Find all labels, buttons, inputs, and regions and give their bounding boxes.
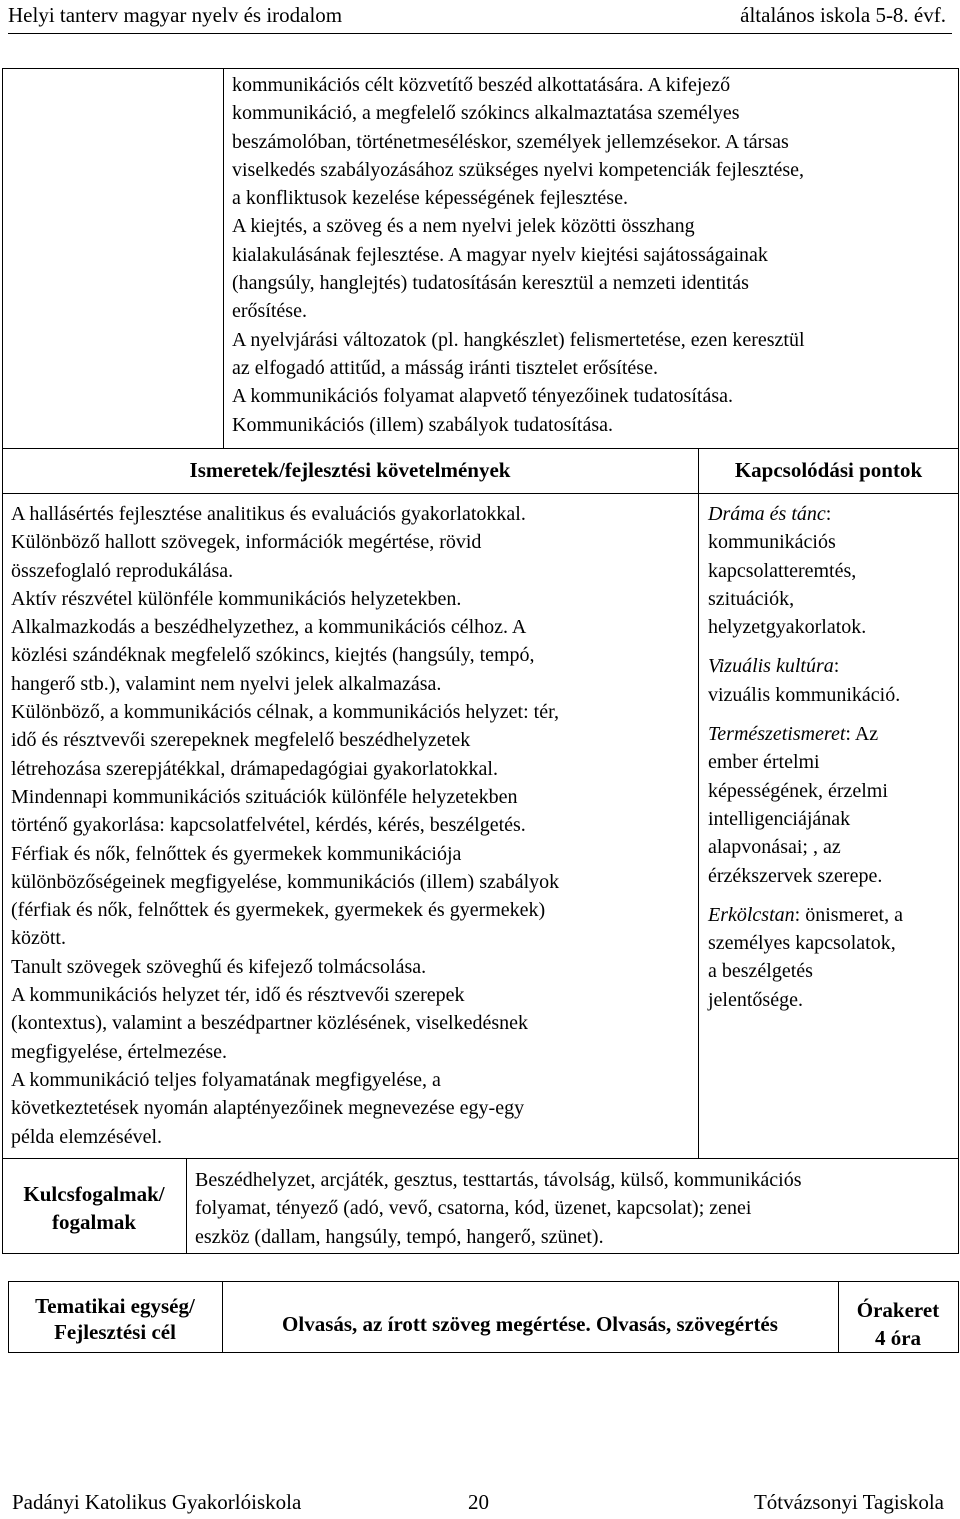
requirement-line: Férfiak és nők, felnőttek és gyermekek kommunikációja: [11, 842, 462, 865]
header-right: általános iskola 5-8. évf.: [740, 3, 946, 27]
requirement-line: Aktív részvétel különféle kommunikációs helyzetekben.: [11, 587, 462, 610]
requirement-line: megfigyelése, értelmezése.: [11, 1040, 227, 1063]
unit-label: Tematikai egység/ Fejlesztési cél: [35, 1294, 195, 1344]
connections-text: [708, 500, 956, 1014]
requirement-line: hangerő stb.), valamint nem nyelvi jelek alkalmazása.: [11, 672, 442, 695]
development-goals-text: [232, 71, 956, 439]
text-line: kommunikáció, a megfelelő szókincs alkalmaztatása személyes: [232, 102, 740, 125]
requirement-line: A kommunikáció teljes folyamatának megfigyelése, a: [11, 1068, 441, 1091]
requirement-line: Különböző hallott szövegek, információk megértése, rövid: [11, 531, 482, 554]
requirement-line: különbözőségeinek megfigyelése, kommunikációs (illem) szabályok: [11, 870, 560, 893]
text-line: (hangsúly, hanglejtés) tudatosításán keresztül a nemzeti identitás: [232, 272, 749, 295]
text-line: beszámolóban, történetmeséléskor, személyek jellemzésekor. A társas: [232, 130, 789, 153]
requirement-line: idő és résztvevői szerepeknek megfelelő beszédhelyzetek: [11, 729, 471, 752]
subject-name: Dráma és tánc: [708, 503, 826, 525]
footer-left: Padányi Katolikus Gyakorlóiskola: [12, 1490, 302, 1514]
text-line: a konfliktusok kezelése képességének fejlesztése.: [232, 187, 628, 210]
text-line: az elfogadó attitűd, a másság iránti tisztelet erősítése.: [232, 356, 658, 379]
requirements-heading: Ismeretek/fejlesztési követelmények: [189, 458, 511, 482]
connection-item-ethics: Erkölcstan: önismeret, a személyes kapcsolatok, a beszélgetés jelentősége.: [708, 903, 903, 1011]
footer-right: Tótvázsonyi Tagiskola: [753, 1490, 944, 1514]
text-line: kommunikációs célt közvetítő beszéd alkottatására. A kifejező: [232, 74, 731, 96]
requirement-line: létrehozása szerepjátékkal, drámapedagógiai gyakorlatokkal.: [11, 757, 498, 780]
requirement-line: Mindennapi kommunikációs szituációk különféle helyzetekben: [11, 785, 518, 808]
requirement-line: Tanult szövegek szöveghű és kifejező tolmácsolása.: [11, 955, 427, 978]
requirement-line: Különböző, a kommunikációs célnak, a kommunikációs helyzet: tér,: [11, 701, 559, 724]
requirement-line: következtetések nyomán alaptényezőinek megnevezése egy-egy: [11, 1097, 525, 1120]
text-line: viselkedés szabályozásához szükséges nyelvi kompetenciák fejlesztése,: [232, 158, 805, 181]
header-rule: [8, 33, 952, 34]
connection-item-drama: Dráma és tánc: kommunikációs kapcsolatteremtés, szituációk, helyzetgyakorlatok.: [708, 503, 867, 639]
requirement-line: példa elemzésével.: [11, 1125, 163, 1148]
key-concepts-text: Beszédhelyzet, arcjáték, gesztus, testtartás, távolság, külső, kommunikációs folyamat, tényező (adó, vevő, csatorna, kód, üzenet, kapcsolat); zenei eszköz (dallam, hangsúly, tempó, hangerő, szünet).: [195, 1169, 802, 1248]
requirement-line: történő gyakorlása: kapcsolatfelvétel, kérdés, kérés, beszélgetés.: [11, 814, 526, 837]
subject-name: Természetismeret: [708, 723, 846, 746]
requirement-line: között.: [11, 927, 66, 950]
requirement-line: (kontextus), valamint a beszédpartner közlésének, viselkedésnek: [11, 1012, 529, 1035]
requirement-line: (férfiak és nők, felnőttek és gyermekek, gyermekek és gyermekek): [11, 899, 546, 922]
connections-heading: Kapcsolódási pontok: [734, 458, 923, 482]
text-line: kialakulásának fejlesztése. A magyar nyelv kiejtési sajátosságainak: [232, 243, 768, 266]
requirements-text: [11, 500, 695, 1151]
subject-name: Vizuális kultúra: [708, 655, 834, 678]
requirement-line: Alkalmazkodás a beszédhelyzethez, a kommunikációs célhoz. A: [11, 616, 527, 639]
key-concepts-label: Kulcsfogalmak/ fogalmak: [23, 1182, 165, 1234]
requirement-line: közlési szándéknak megfelelő szókincs, kiejtés (hangsúly, tempó,: [11, 644, 535, 667]
connection-item-science: Természetismeret: Az ember értelmi képességének, érzelmi intelligenciájának alapvonásai; , az érzékszervek szerepe.: [708, 723, 888, 887]
text-line: A nyelvjárási változatok (pl. hangkészlet) felismertetése, ezen keresztül: [232, 328, 805, 351]
unit-title: Olvasás, az írott szöveg megértése. Olvasás, szövegértés: [282, 1312, 778, 1336]
requirement-line: összefoglaló reprodukálása.: [11, 559, 234, 582]
text-line: A kommunikációs folyamat alapvető tényezőinek tudatosítása.: [232, 385, 733, 408]
page-number: 20: [468, 1490, 489, 1514]
text-line: Kommunikációs (illem) szabályok tudatosítása.: [232, 413, 614, 436]
subject-name: Erkölcstan: [708, 903, 795, 926]
requirement-line: A hallásértés fejlesztése analitikus és evaluációs gyakorlatokkal.: [11, 503, 526, 525]
text-line: erősítése.: [232, 300, 307, 323]
requirement-line: A kommunikációs helyzet tér, idő és résztvevői szerepek: [11, 984, 465, 1007]
text-line: A kiejtés, a szöveg és a nem nyelvi jelek közötti összhang: [232, 215, 695, 238]
header-left: Helyi tanterv magyar nyelv és irodalom: [8, 3, 343, 27]
connection-item-visual: Vizuális kultúra: vizuális kommunikáció.: [708, 655, 901, 706]
hours-cell: Órakeret 4 óra: [856, 1298, 940, 1350]
